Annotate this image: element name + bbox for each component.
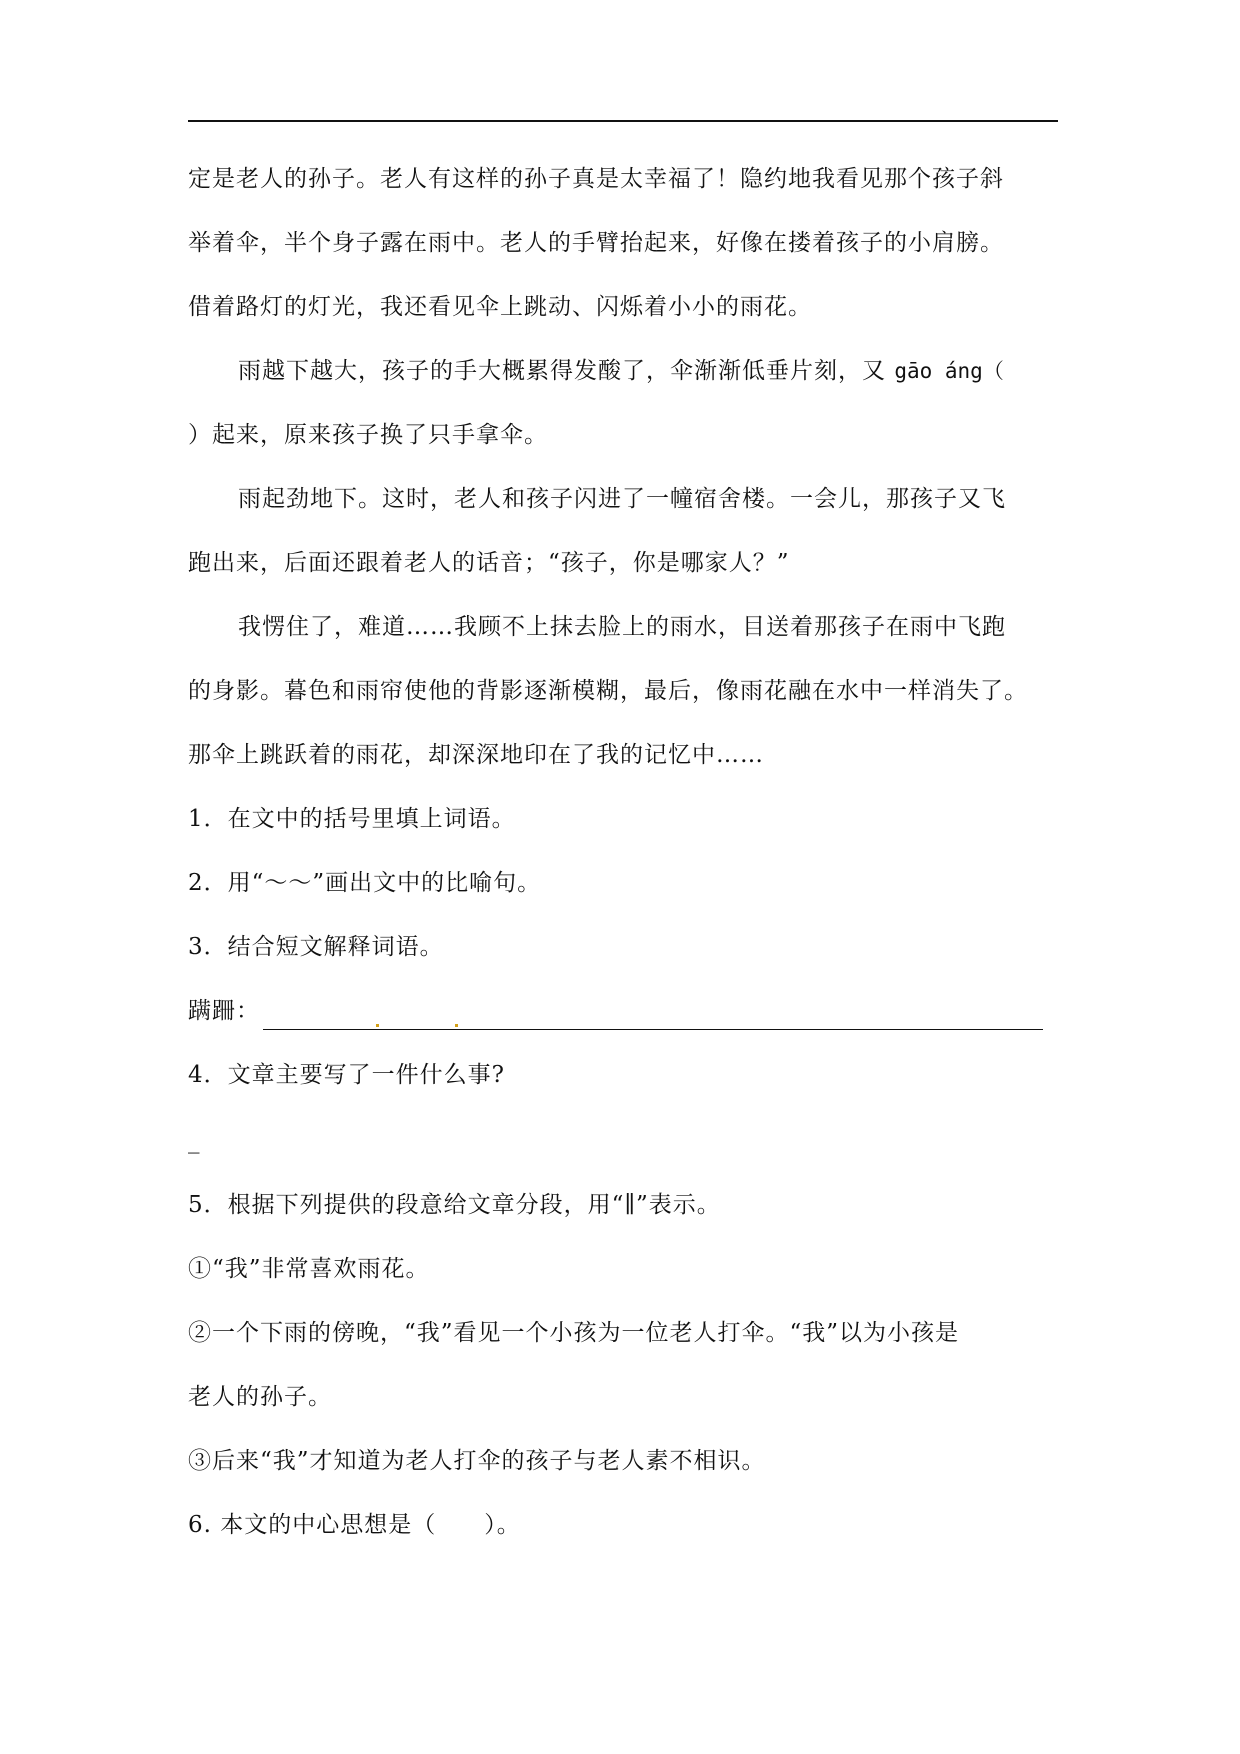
passage-line: 举着伞，半个身子露在雨中。老人的手臂抬起来，好像在搂着孩子的小肩膀。 xyxy=(188,230,1004,256)
question-4: 4．文章主要写了一件什么事? xyxy=(188,1062,505,1088)
passage-line: 雨起劲地下。这时，老人和孩子闪进了一幢宿舍楼。一会儿，那孩子又飞 xyxy=(238,486,1006,512)
header-rule xyxy=(188,120,1058,122)
question-1: 1．在文中的括号里填上词语。 xyxy=(188,806,516,832)
passage-line: 定是老人的孙子。老人有这样的孙子真是太幸福了！隐约地我看见那个孩子斜 xyxy=(188,166,1004,192)
passage-line: 跑出来，后面还跟着老人的话音；“孩子，你是哪家人？” xyxy=(188,550,790,576)
passage-line: 的身影。暮色和雨帘使他的背影逐渐模糊，最后，像雨花融在水中一样消失了。 xyxy=(188,678,1028,704)
passage-line: 借着路灯的灯光，我还看见伞上跳动、闪烁着小小的雨花。 xyxy=(188,294,812,320)
question-3-term: 蹒跚： xyxy=(188,998,260,1024)
passage-line: 那伞上跳跃着的雨花，却深深地印在了我的记忆中…… xyxy=(188,742,764,768)
ink-mark xyxy=(376,1024,379,1027)
passage-line: ）起来，原来孩子换了只手拿伞。 xyxy=(188,422,548,448)
passage-text: 雨越下越大，孩子的手大概累得发酸了，伞渐渐低垂片刻，又 xyxy=(238,358,895,384)
question-5: 5．根据下列提供的段意给文章分段，用“∥”表示。 xyxy=(188,1192,721,1218)
answer-blank-line[interactable] xyxy=(263,1029,1043,1030)
question-5-option-2: ②一个下雨的傍晚，“我”看见一个小孩为一位老人打伞。“我”以为小孩是 xyxy=(188,1320,960,1346)
question-4-answer[interactable]: _ xyxy=(188,1128,201,1154)
question-5-option-3: ③后来“我”才知道为老人打伞的孩子与老人素不相识。 xyxy=(188,1448,766,1474)
pinyin-blank: gāo áng（ xyxy=(894,359,1004,383)
question-5-option-1: ①“我”非常喜欢雨花。 xyxy=(188,1256,430,1282)
passage-line-with-pinyin xyxy=(238,356,1004,386)
passage-line: 我愣住了，难道……我顾不上抹去脸上的雨水，目送着那孩子在雨中飞跑 xyxy=(238,614,1006,640)
question-2: 2．用“～～”画出文中的比喻句。 xyxy=(188,870,542,896)
question-3: 3．结合短文解释词语。 xyxy=(188,934,444,960)
question-6: 6. 本文的中心思想是（ ）。 xyxy=(188,1512,521,1538)
ink-mark xyxy=(455,1024,458,1027)
question-5-option-2-cont: 老人的孙子。 xyxy=(188,1384,332,1410)
